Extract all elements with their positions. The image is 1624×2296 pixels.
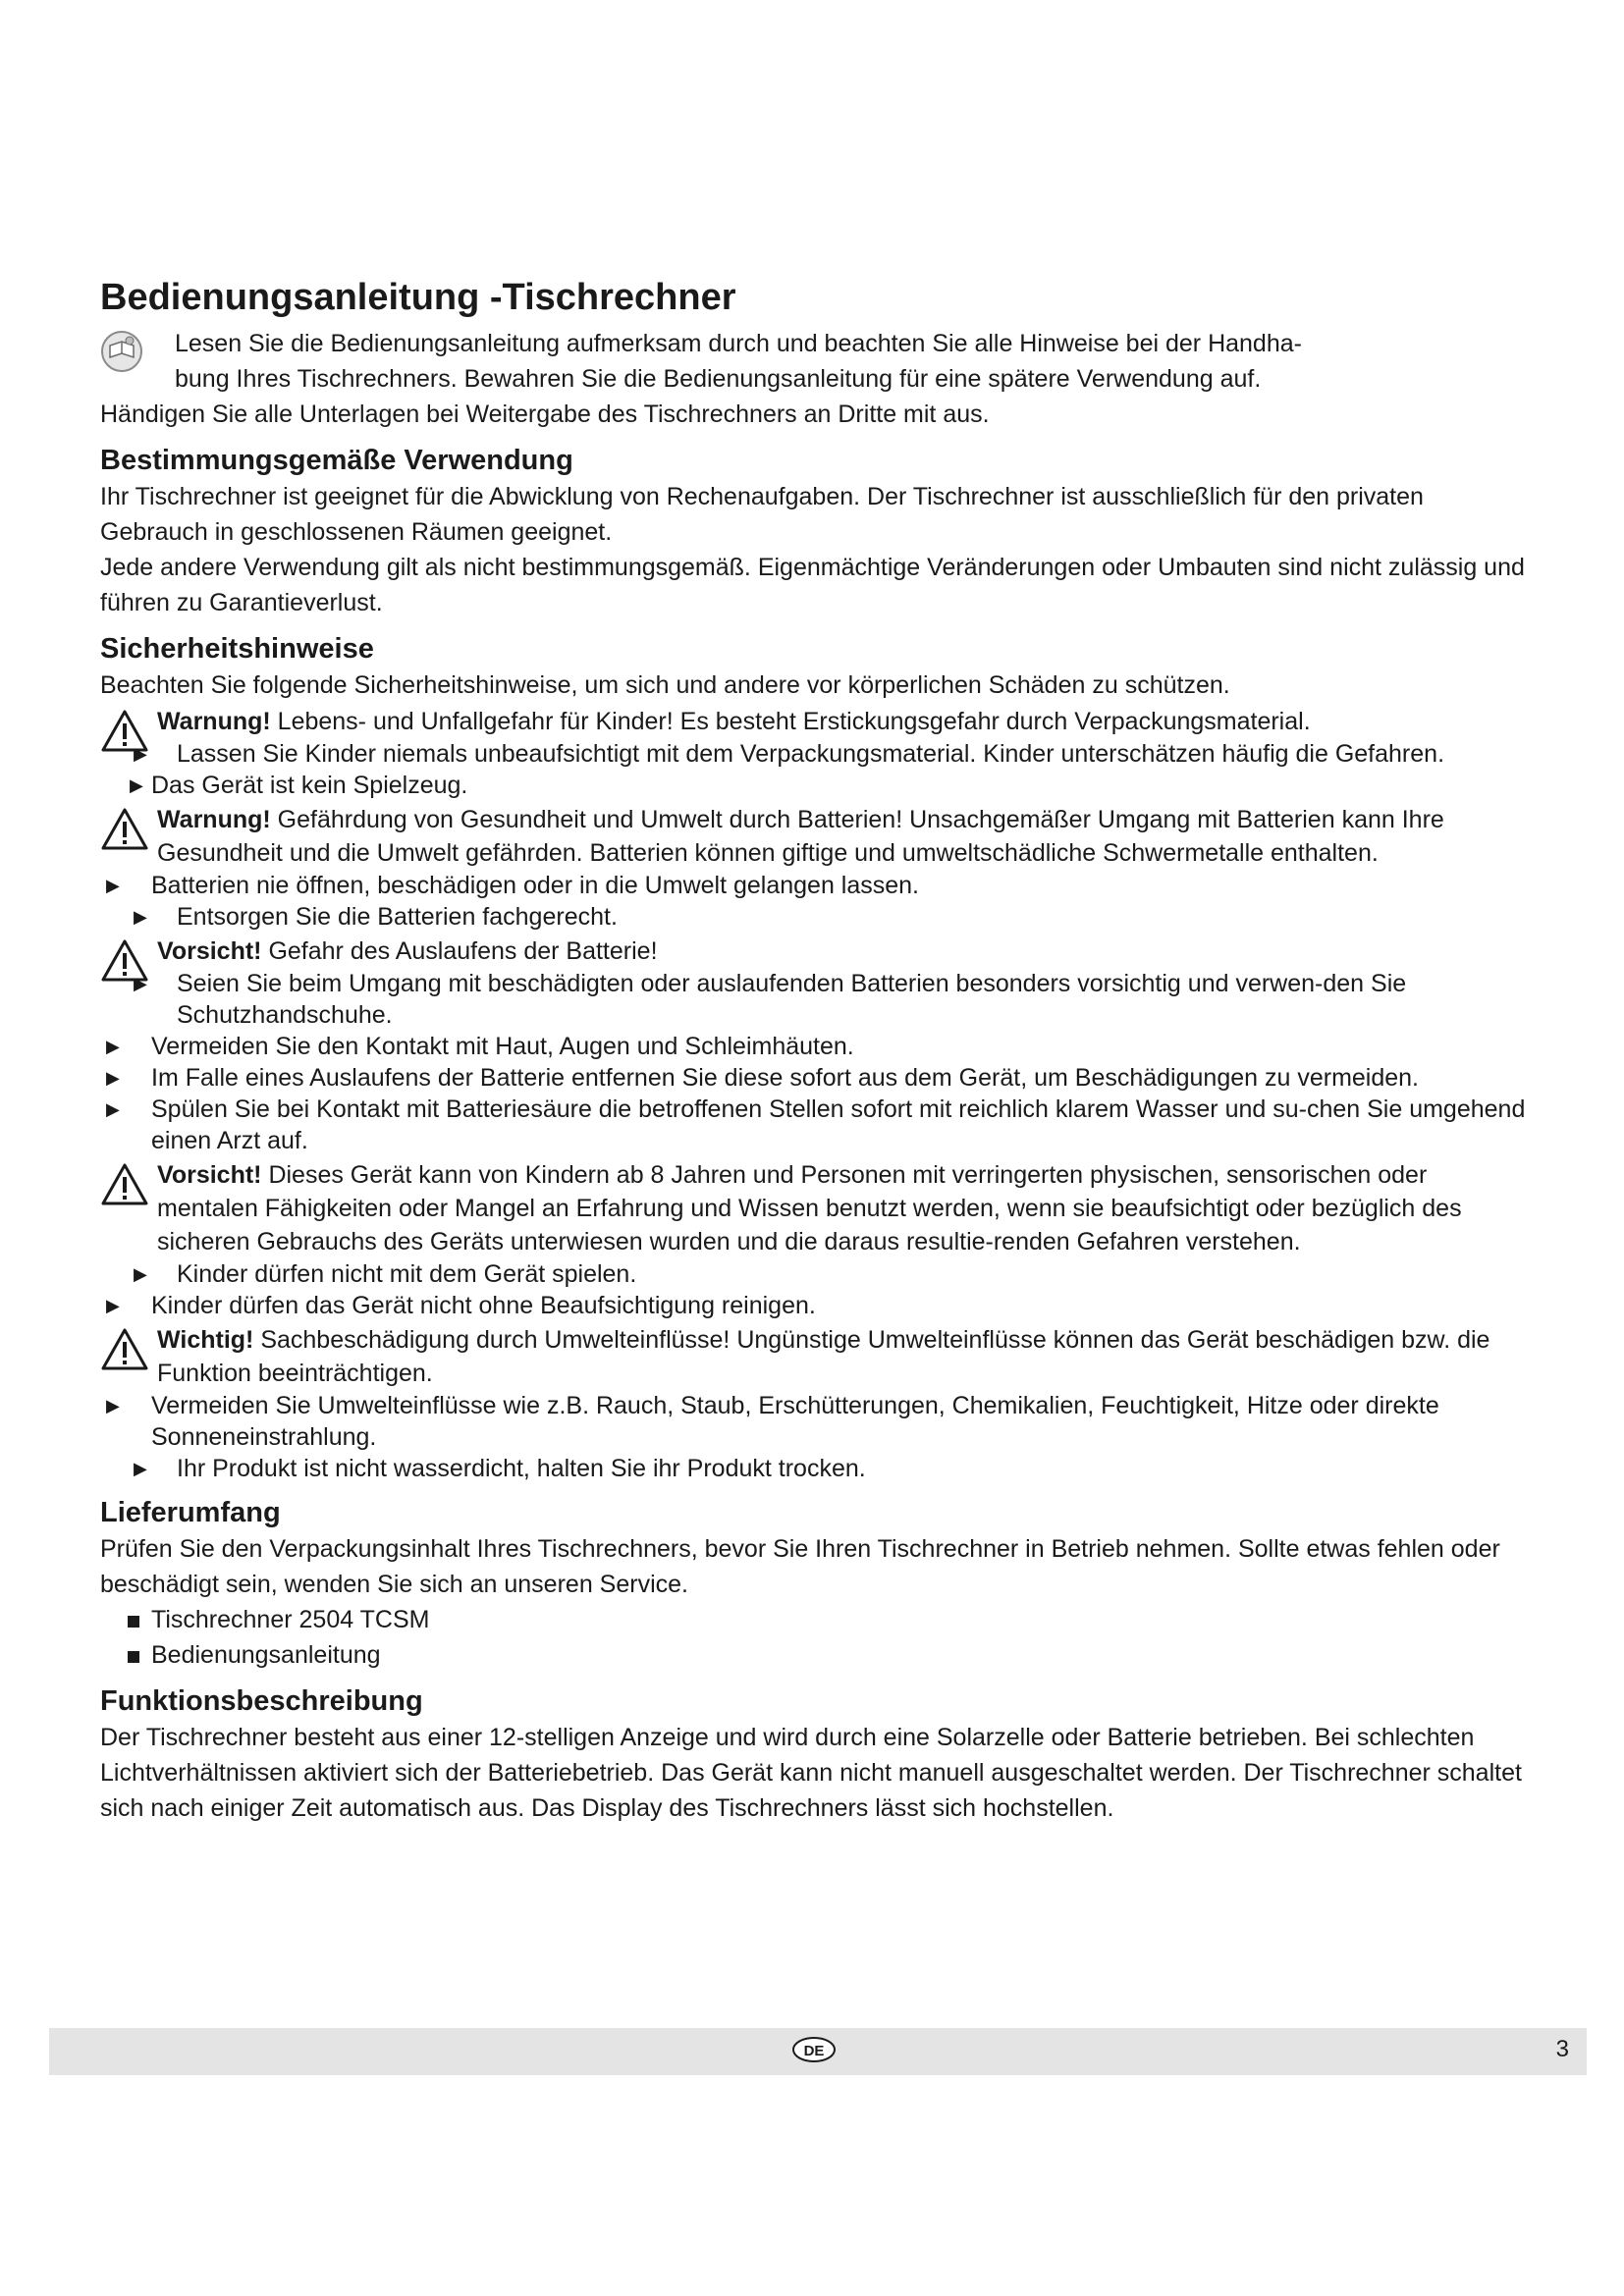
list-item-text: Kinder dürfen nicht mit dem Gerät spielen. — [177, 1260, 637, 1288]
list-item — [100, 1290, 1534, 1321]
list-item-text: Spülen Sie bei Kontakt mit Batteriesäure die betroffenen Stellen sofort mit reichlich klarem Wasser und su-chen Sie umgehend einen Arzt auf. — [151, 1095, 1526, 1154]
bullet-arrow-icon: ▶ — [134, 974, 147, 993]
warning-label: Warnung! — [157, 708, 271, 735]
bullet-arrow-icon: ▶ — [106, 876, 120, 895]
warning-label: Warnung! — [157, 806, 271, 833]
list-item-text: Seien Sie beim Umgang mit beschädigten oder auslaufenden Batterien besonders vorsichtig und verwen-den Sie Schutzhandschuhe. — [177, 970, 1407, 1029]
page-number: 3 — [1555, 2036, 1569, 2062]
list-item — [100, 738, 1534, 770]
list-item-text: Ihr Produkt ist nicht wasserdicht, halten Sie ihr Produkt trocken. — [177, 1455, 866, 1482]
warning-block-children — [100, 705, 1534, 738]
warning-label: Vorsicht! — [157, 937, 262, 965]
warning-description: Dieses Gerät kann von Kindern ab 8 Jahren und Personen mit verringerten physischen, sensorischen oder mentalen Fähigkeiten oder Mangel an Erfahrung und Wissen benutzt werden, wenn sie beaufsichtigt oder bezüglich des sicheren Gebrauchs des Geräts unterwiesen wurden und die daraus resultie-renden Gefahren verstehen. — [157, 1161, 1462, 1255]
warning-description: Sachbeschädigung durch Umwelteinflüsse! Ungünstige Umwelteinflüsse können das Gerät beschädigen bzw. die Funktion beeinträchtigen. — [157, 1326, 1490, 1387]
intro-block — [100, 326, 1534, 432]
list-item-text: Kinder dürfen das Gerät nicht ohne Beaufsichtigung reinigen. — [151, 1292, 816, 1319]
warning-5-list — [100, 1390, 1534, 1484]
warning-3-list — [100, 968, 1534, 1156]
bullet-arrow-icon: ▶ — [130, 775, 143, 795]
intro-line-2: bung Ihres Tischrechners. Bewahren Sie die Bedienungsanleitung für eine spätere Verwendung auf. — [175, 365, 1262, 393]
safety-intro: Beachten Sie folgende Sicherheitshinweise, um sich und andere vor körperlichen Schäden zu schützen. — [100, 671, 1230, 699]
section-heading-safety: Sicherheitshinweise — [100, 633, 374, 665]
warning-label: Wichtig! — [157, 1326, 254, 1354]
warning-block-environment — [100, 1323, 1534, 1390]
bullet-arrow-icon: ▶ — [134, 1264, 147, 1284]
language-code: DE — [803, 2043, 825, 2059]
use-paragraph-1: Ihr Tischrechner ist geeignet für die Abwicklung von Rechenaufgaben. Der Tischrechner ist ausschließlich für den privaten Gebrauch in geschlossenen Räumen geeignet. — [100, 483, 1424, 546]
list-item — [100, 1094, 1534, 1156]
scope-list — [100, 1602, 1534, 1673]
square-bullet-icon — [128, 1616, 139, 1628]
warning-description: Lebens- und Unfallgefahr für Kinder! Es besteht Erstickungsgefahr durch Verpackungsmaterial. — [270, 708, 1311, 735]
list-item — [100, 1390, 1534, 1453]
list-item-text: Lassen Sie Kinder niemals unbeaufsichtigt mit dem Verpackungsmaterial. Kinder unterschätzen häufig die Gefahren. — [177, 740, 1445, 768]
bullet-arrow-icon: ▶ — [106, 1396, 120, 1415]
page-content — [100, 275, 1534, 1826]
scope-item-text: Tischrechner 2504 TCSM — [151, 1606, 430, 1633]
warning-text — [100, 1158, 1534, 1258]
warning-description: Gefährdung von Gesundheit und Umwelt durch Batterien! Unsachgemäßer Umgang mit Batterien kann Ihre Gesundheit und die Umwelt gefährden. Batterien können giftige und umweltschädliche Schwermetalle enthalten. — [157, 806, 1444, 867]
list-item-text: Batterien nie öffnen, beschädigen oder in die Umwelt gelangen lassen. — [151, 872, 920, 899]
list-item — [100, 1453, 1534, 1484]
intro-line-3: Händigen Sie alle Unterlagen bei Weitergabe des Tischrechners an Dritte mit aus. — [100, 400, 990, 428]
warning-text — [100, 803, 1534, 870]
warning-text — [100, 934, 1534, 968]
warning-2-list — [100, 870, 1534, 933]
bullet-arrow-icon: ▶ — [134, 1459, 147, 1478]
list-item-text: Im Falle eines Auslaufens der Batterie entfernen Sie diese sofort aus dem Gerät, um Beschädigungen zu vermeiden. — [151, 1064, 1420, 1092]
list-item-text: Vermeiden Sie den Kontakt mit Haut, Augen und Schleimhäuten. — [151, 1033, 854, 1060]
warning-triangle-icon — [100, 1327, 149, 1372]
scope-item-text: Bedienungsanleitung — [151, 1641, 381, 1669]
bullet-arrow-icon: ▶ — [134, 744, 147, 764]
list-item — [100, 870, 1534, 901]
scope-item — [100, 1602, 1534, 1637]
list-item-text: Entsorgen Sie die Batterien fachgerecht. — [177, 903, 618, 931]
bullet-arrow-icon: ▶ — [106, 1099, 120, 1119]
function-paragraph: Der Tischrechner besteht aus einer 12-stelligen Anzeige und wird durch eine Solarzelle oder Batterie betrieben. Bei schlechten Lichtverhältnissen aktiviert sich der Batteriebetrieb. Das Gerät kann nicht manuell ausgeschaltet werden. Der Tischrechner schaltet sich nach einiger Zeit automatisch aus. Das Display des Tischrechners lässt sich hochstellen. — [100, 1724, 1522, 1822]
list-item — [100, 1031, 1534, 1062]
warning-block-leakage — [100, 934, 1534, 968]
warning-label: Vorsicht! — [157, 1161, 262, 1189]
bullet-arrow-icon: ▶ — [106, 1296, 120, 1315]
page-footer — [49, 2028, 1587, 2075]
intro-line-1: Lesen Sie die Bedienungsanleitung aufmerksam durch und beachten Sie alle Hinweise bei der Handha- — [175, 330, 1302, 357]
section-heading-function: Funktionsbeschreibung — [100, 1685, 423, 1717]
list-item — [100, 1062, 1534, 1094]
language-badge-icon — [791, 2036, 837, 2063]
list-item — [100, 901, 1534, 933]
warning-triangle-icon — [100, 1162, 149, 1207]
warning-text — [100, 1323, 1534, 1390]
section-heading-use: Bestimmungsgemäße Verwendung — [100, 445, 573, 476]
page-title: Bedienungsanleitung -Tischrechner — [100, 277, 736, 318]
scope-paragraph: Prüfen Sie den Verpackungsinhalt Ihres Tischrechners, bevor Sie Ihren Tischrechner in Betrieb nehmen. Sollte etwas fehlen oder beschädigt sein, wenden Sie sich an unseren Service. — [100, 1535, 1500, 1598]
bullet-arrow-icon: ▶ — [106, 1068, 120, 1088]
warning-4-list — [100, 1258, 1534, 1321]
section-heading-scope: Lieferumfang — [100, 1497, 281, 1528]
warning-triangle-icon — [100, 807, 149, 852]
read-instructions-icon — [100, 330, 143, 373]
warning-description: Gefahr des Auslaufens der Batterie! — [261, 937, 658, 965]
list-item — [100, 1258, 1534, 1290]
warning-text — [100, 705, 1534, 738]
use-paragraph-2: Jede andere Verwendung gilt als nicht bestimmungsgemäß. Eigenmächtige Veränderungen oder Umbauten sind nicht zulässig und führen zu Garantieverlust. — [100, 554, 1525, 616]
scope-item — [100, 1637, 1534, 1673]
warning-block-persons — [100, 1158, 1534, 1258]
bullet-arrow-icon: ▶ — [134, 907, 147, 927]
list-item — [100, 770, 1534, 801]
square-bullet-icon — [128, 1651, 139, 1663]
list-item-text: Vermeiden Sie Umwelteinflüsse wie z.B. Rauch, Staub, Erschütterungen, Chemikalien, Feuchtigkeit, Hitze oder direkte Sonneneinstrahlung. — [151, 1392, 1439, 1451]
list-item — [100, 968, 1534, 1031]
warning-block-batteries — [100, 803, 1534, 870]
list-item-text: Das Gerät ist kein Spielzeug. — [151, 772, 468, 799]
bullet-arrow-icon: ▶ — [106, 1037, 120, 1056]
warning-1-list — [100, 738, 1534, 801]
